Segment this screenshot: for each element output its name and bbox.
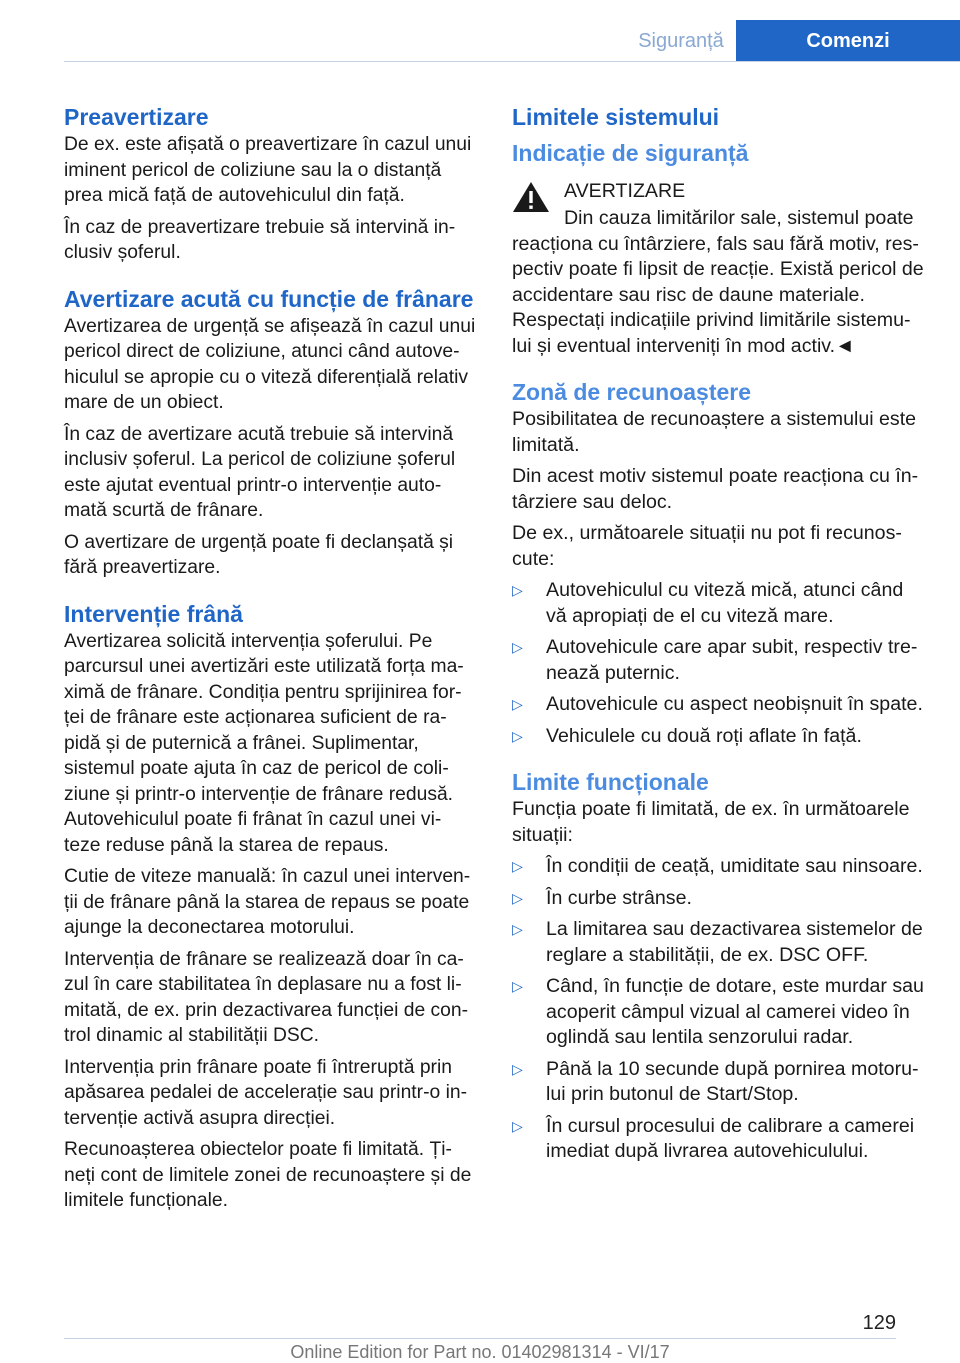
paragraph: În caz de avertizare acută trebuie să intervină inclusiv șoferul. La pericol de coliziune șoferul este ajutat eventual printr-o intervenție auto- mată scurtă de frânare. [64, 423, 456, 521]
list-item: ▷ În cursul procesului de calibrare a camerei imediat după livrarea autovehiculului. [512, 1114, 915, 1162]
paragraph: De ex., următoarele situații nu pot fi recunos- cute: [512, 522, 902, 570]
triangle-bullet-icon: ▷ [512, 639, 523, 655]
paragraph: De ex. este afișată o preavertizare în cazul unui iminent pericol de coliziune sau la o distanță prea mică față de autovehiculul din față. [64, 134, 472, 206]
footer-divider [64, 1338, 896, 1339]
warning-triangle-icon [512, 180, 550, 214]
warning-title: AVERTIZARE [564, 180, 686, 202]
left-column [64, 102, 480, 1220]
triangle-bullet-icon: ▷ [512, 1117, 523, 1134]
list-item: ▷ Autovehiculul cu viteză mică, atunci când vă apropiați de el cu viteză mare. [512, 579, 904, 627]
heading-indicatie-siguranta: Indicație de siguranță [512, 140, 749, 166]
list-item: ▷ Autovehicule care apar subit, respectiv tre- nează puternic. [512, 636, 918, 684]
heading-avertizare-acuta: Avertizare acută cu funcție de frânare [64, 285, 474, 312]
list-item: ▷ În condiții de ceață, umiditate sau ninsoare. [512, 854, 928, 880]
triangle-bullet-icon: ▷ [512, 582, 523, 598]
paragraph: O avertizare de urgență poate fi declanșată și fără preavertizare. [64, 531, 454, 578]
paragraph: Recunoașterea obiectelor poate fi limitată. Ți- neți cont de limitele zonei de recunoaștere și de limitele funcționale. [64, 1139, 472, 1211]
paragraph: Intervenția prin frânare poate fi întreruptă prin apăsarea pedalei de accelerație sau printr-o in- tervenție activă asupra direcției. [64, 1056, 468, 1129]
paragraph: Din acest motiv sistemul poate reacționa cu în- târziere sau deloc. [512, 465, 919, 513]
paragraph: Avertizarea de urgență se afișează în cazul unui pericol direct de coliziune, atunci când autove- hiculul se apropie cu o viteză diferențială relativ mare de un obiect. [64, 315, 476, 413]
triangle-bullet-icon: ▷ [512, 858, 523, 874]
right-column [512, 102, 928, 1171]
header-chapter-tab[interactable]: Comenzi [736, 20, 960, 62]
header-divider [64, 61, 960, 62]
bullet-list-functionale [512, 854, 928, 1165]
triangle-bullet-icon: ▷ [512, 727, 523, 744]
heading-limite-functionale: Limite funcționale [512, 769, 709, 795]
list-item: ▷ Vehiculele cu două roți aflate în față. [512, 724, 928, 750]
list-item: ▷ Autovehicule cu aspect neobișnuit în spate. [512, 692, 928, 718]
heading-preavertizare: Preavertizare [64, 104, 209, 130]
edition-note: Online Edition for Part no. 01402981314 - VI/17 [290, 1342, 670, 1362]
paragraph: Cutie de viteze manuală: în cazul unei interven- ții de frânare până la starea de repaus se poate ajunge la deconectarea motorului. [64, 866, 471, 938]
paragraph: Posibilitatea de recunoaștere a sistemului este limitată. [512, 408, 917, 456]
triangle-bullet-icon: ▷ [512, 1060, 523, 1077]
list-item: ▷ Până la 10 secunde după pornirea motoru- lui prin butonul de Start/Stop. [512, 1057, 919, 1105]
page-footer [0, 1306, 960, 1362]
list-item: ▷ La limitarea sau dezactivarea sistemelor de reglare a stabilității, de ex. DSC OFF. [512, 918, 923, 966]
triangle-bullet-icon: ▷ [512, 921, 523, 937]
heading-limitele-sistemului: Limitele sistemului [512, 104, 720, 130]
paragraph: Funcția poate fi limitată, de ex. în următoarele situații: [512, 798, 910, 846]
warning-text: reacționa cu întârziere, fals sau fără motiv, res- pectiv poate fi lipsit de reacție. Există pericol de accidentare sau risc de daune materiale. Respectați indicațiile privind limitările sistemu- lui și eventual interveniți în mod activ.◄ [512, 232, 924, 357]
paragraph: Intervenția de frânare se realizează doar în ca- zul în care stabilitatea în deplasare nu a fost li- mitată, de ex. prin dezactivarea funcției de con- trol dinamic al stabilității DSC. [64, 948, 469, 1046]
triangle-bullet-icon: ▷ [512, 978, 523, 994]
page-number: 129 [862, 1312, 896, 1334]
header-section-label[interactable]: Siguranță [638, 30, 724, 52]
heading-interventie-frana: Intervenție frână [64, 600, 243, 627]
list-item: ▷ În curbe strânse. [512, 886, 928, 912]
list-item: ▷ Când, în funcție de dotare, este murdar sau acoperit câmpul vizual al camerei video în oglindă sau lentila senzorului radar. [512, 975, 924, 1048]
page-header [0, 0, 960, 62]
warning-box [512, 176, 928, 232]
bullet-list-zona [512, 578, 928, 749]
triangle-bullet-icon: ▷ [512, 696, 523, 712]
warning-text-first-line: Din cauza limitărilor sale, sistemul poate [564, 207, 914, 229]
heading-zona-recunoastere: Zonă de recunoaștere [512, 379, 752, 405]
paragraph: În caz de preavertizare trebuie să intervină in- clusiv șoferul. [64, 216, 456, 263]
triangle-bullet-icon: ▷ [512, 889, 523, 906]
paragraph: Avertizarea solicită intervenția șoferului. Pe parcursul unei avertizări este utilizată forța ma- ximă de frânare. Condiția pentru sprijinirea for- ței de frânare este acționarea suficient de ra- pidă și de puternică a frânei. Suplimentar, sistemul poate ajuta în caz de pericol de coli- ziune și printr-o intervenție de frânare redusă. Autovehiculul poate fi frânat în cazul unei vi- teze reduse până la starea de repaus. [64, 630, 464, 856]
